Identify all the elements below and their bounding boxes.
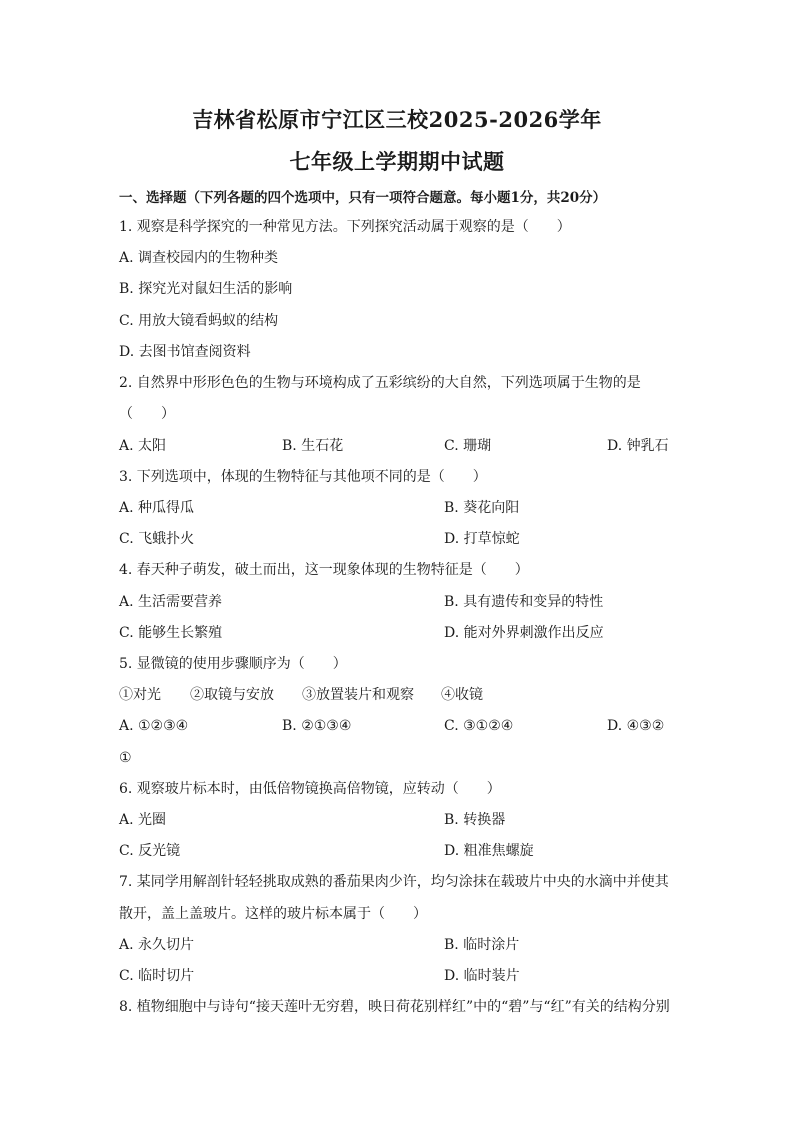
- question-7-option-c: C. 临时切片: [119, 968, 195, 984]
- question-1-option-b: B. 探究光对鼠妇生活的影响: [119, 281, 293, 297]
- question-3-option-d: D. 打草惊蛇: [444, 531, 520, 547]
- question-2-option-b: B. 生石花: [282, 438, 344, 454]
- question-5-step-1: ①对光: [119, 687, 161, 703]
- question-3-stem: 3. 下列选项中，体现的生物特征与其他项不同的是（ ）: [119, 469, 487, 485]
- question-4-option-a: A. 生活需要营养: [119, 594, 223, 610]
- question-6-option-d: D. 粗准焦螺旋: [444, 843, 534, 859]
- question-5-step-2: ②取镜与安放: [190, 687, 274, 703]
- question-7-option-d: D. 临时装片: [444, 968, 520, 984]
- question-6-option-c: C. 反光镜: [119, 843, 181, 859]
- question-5-step-4: ④收镜: [441, 687, 483, 703]
- question-2-option-d: D. 钟乳石: [607, 438, 669, 454]
- question-2-option-c: C. 珊瑚: [444, 438, 492, 454]
- question-5-option-b: B. ②①③④: [282, 718, 352, 734]
- question-4-option-c: C. 能够生长繁殖: [119, 625, 223, 641]
- question-5-step-3: ③放置装片和观察: [302, 687, 414, 703]
- question-7-stem: 7. 某同学用解剖针轻轻挑取成熟的番茄果肉少许，均匀涂抹在载玻片中央的水滴中并使其: [119, 874, 669, 890]
- question-4-stem: 4. 春天种子萌发，破土而出，这一现象体现的生物特征是（ ）: [119, 562, 529, 578]
- question-1-stem: 1. 观察是科学探究的一种常见方法。下列探究活动属于观察的是（ ）: [119, 219, 571, 235]
- question-1-option-c: C. 用放大镜看蚂蚁的结构: [119, 313, 279, 329]
- question-7-option-a: A. 永久切片: [119, 937, 195, 953]
- question-7-stem-cont: 散开，盖上盖玻片。这样的玻片标本属于（ ）: [119, 906, 427, 922]
- question-2-stem-cont: （ ）: [119, 406, 175, 422]
- document-title: 吉林省松原市宁江区三校2025-2026学年: [192, 107, 602, 132]
- question-5-option-d: D. ④③②: [607, 718, 665, 734]
- question-1-option-a: A. 调查校园内的生物种类: [119, 250, 279, 266]
- question-8-stem: 8. 植物细胞中与诗句“接天莲叶无穷碧，映日荷花别样红”中的“碧”与“红”有关的结构分别: [119, 999, 670, 1015]
- question-4-option-d: D. 能对外界刺激作出反应: [444, 625, 604, 641]
- question-5-stem: 5. 显微镜的使用步骤顺序为（ ）: [119, 656, 347, 672]
- question-5-option-c: C. ③①②④: [444, 718, 514, 734]
- question-3-option-c: C. 飞蛾扑火: [119, 531, 195, 547]
- section-heading: 一、选择题（下列各题的四个选项中，只有一项符合题意。每小题1分，共20分）: [119, 190, 607, 206]
- question-2-stem: 2. 自然界中形形色色的生物与环境构成了五彩缤纷的大自然，下列选项属于生物的是: [119, 375, 641, 391]
- question-3-option-a: A. 种瓜得瓜: [119, 500, 195, 516]
- question-7-option-b: B. 临时涂片: [444, 937, 520, 953]
- question-6-option-a: A. 光圈: [119, 812, 167, 828]
- question-4-option-b: B. 具有遗传和变异的特性: [444, 594, 604, 610]
- question-6-option-b: B. 转换器: [444, 812, 506, 828]
- question-1-option-d: D. 去图书馆查阅资料: [119, 344, 251, 360]
- question-6-stem: 6. 观察玻片标本时，由低倍物镜换高倍物镜，应转动（ ）: [119, 781, 501, 797]
- question-2-option-a: A. 太阳: [119, 438, 167, 454]
- document-subtitle: 七年级上学期期中试题: [289, 149, 505, 174]
- question-5-option-a: A. ①②③④: [119, 718, 189, 734]
- question-5-option-d-wrap: ①: [119, 750, 132, 766]
- question-3-option-b: B. 葵花向阳: [444, 500, 520, 516]
